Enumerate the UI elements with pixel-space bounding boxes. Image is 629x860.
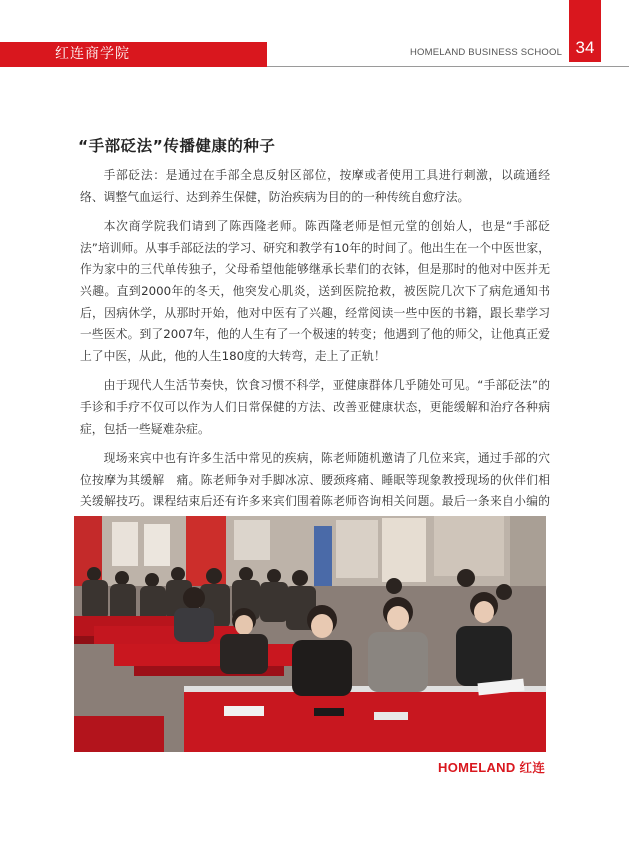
section-header-bar	[0, 42, 267, 67]
section-title: 红连商学院	[55, 46, 130, 62]
article-body	[80, 165, 550, 543]
page-number: 34	[575, 38, 595, 57]
article-paragraph: 现场来宾中也有许多生活中常见的疾病，陈老师随机邀请了几位来宾，通过手部的穴位按摩为其缓解 痛。陈老师争对手脚冰凉、腰颈疼痛、睡眠等现象教授现场的伙伴们相关缓解技巧。课程结束后还有许多来宾们围着陈老师咨询相关问题。最后一条来自小编的	[80, 451, 550, 509]
school-name: HOMELAND BUSINESS SCHOOL	[410, 47, 563, 58]
logo-text-en: HOMELAND	[438, 760, 516, 775]
article-title: “手部砭法”传播健康的种子	[78, 137, 276, 155]
homeland-logo	[438, 758, 545, 776]
article-paragraph: 本次商学院我们请到了陈西隆老师。陈西隆老师是恒元堂的创始人，也是“手部砭法”培训师。从事手部砭法的学习、研究和教学有10年的时间了。他出生在一个中医世家，作为家中的三代单传独子，父母希望他能够继承长辈们的衣钵，但是那时的他对中医并无兴趣。直到2000年的冬天，他突发心肌炎，送到医院抢救，被医院几次下了病危通知书后，因病休学，从那时开始，他对中医有了兴趣，经常阅读一些中医的书籍，跟长辈学习一些医术。到了2007年，他的人生有了一个极速的转变；他遇到了他的师父，让他真正爱上了中医，从此，他的人生180度的大转弯，走上了正轨！	[80, 219, 550, 363]
article-paragraph: 手部砭法：是通过在手部全息反射区部位，按摩或者使用工具进行刺激，以疏通经络、调整气血运行、达到养生保健，防治疾病为目的的一种传统自愈疗法。	[80, 168, 550, 204]
seminar-photo	[74, 516, 546, 752]
article-paragraph: 由于现代人生活节奏快，饮食习惯不科学，亚健康群体几乎随处可见。“手部砭法”的手诊和手疗不仅可以作为人们日常保健的方法、改善亚健康状态，更能缓解和治疗各种病症，包括一些疑难杂症。	[80, 378, 550, 436]
page-number-badge	[569, 0, 601, 62]
logo-text-cn: 红连	[519, 760, 546, 775]
header-divider	[267, 66, 629, 67]
